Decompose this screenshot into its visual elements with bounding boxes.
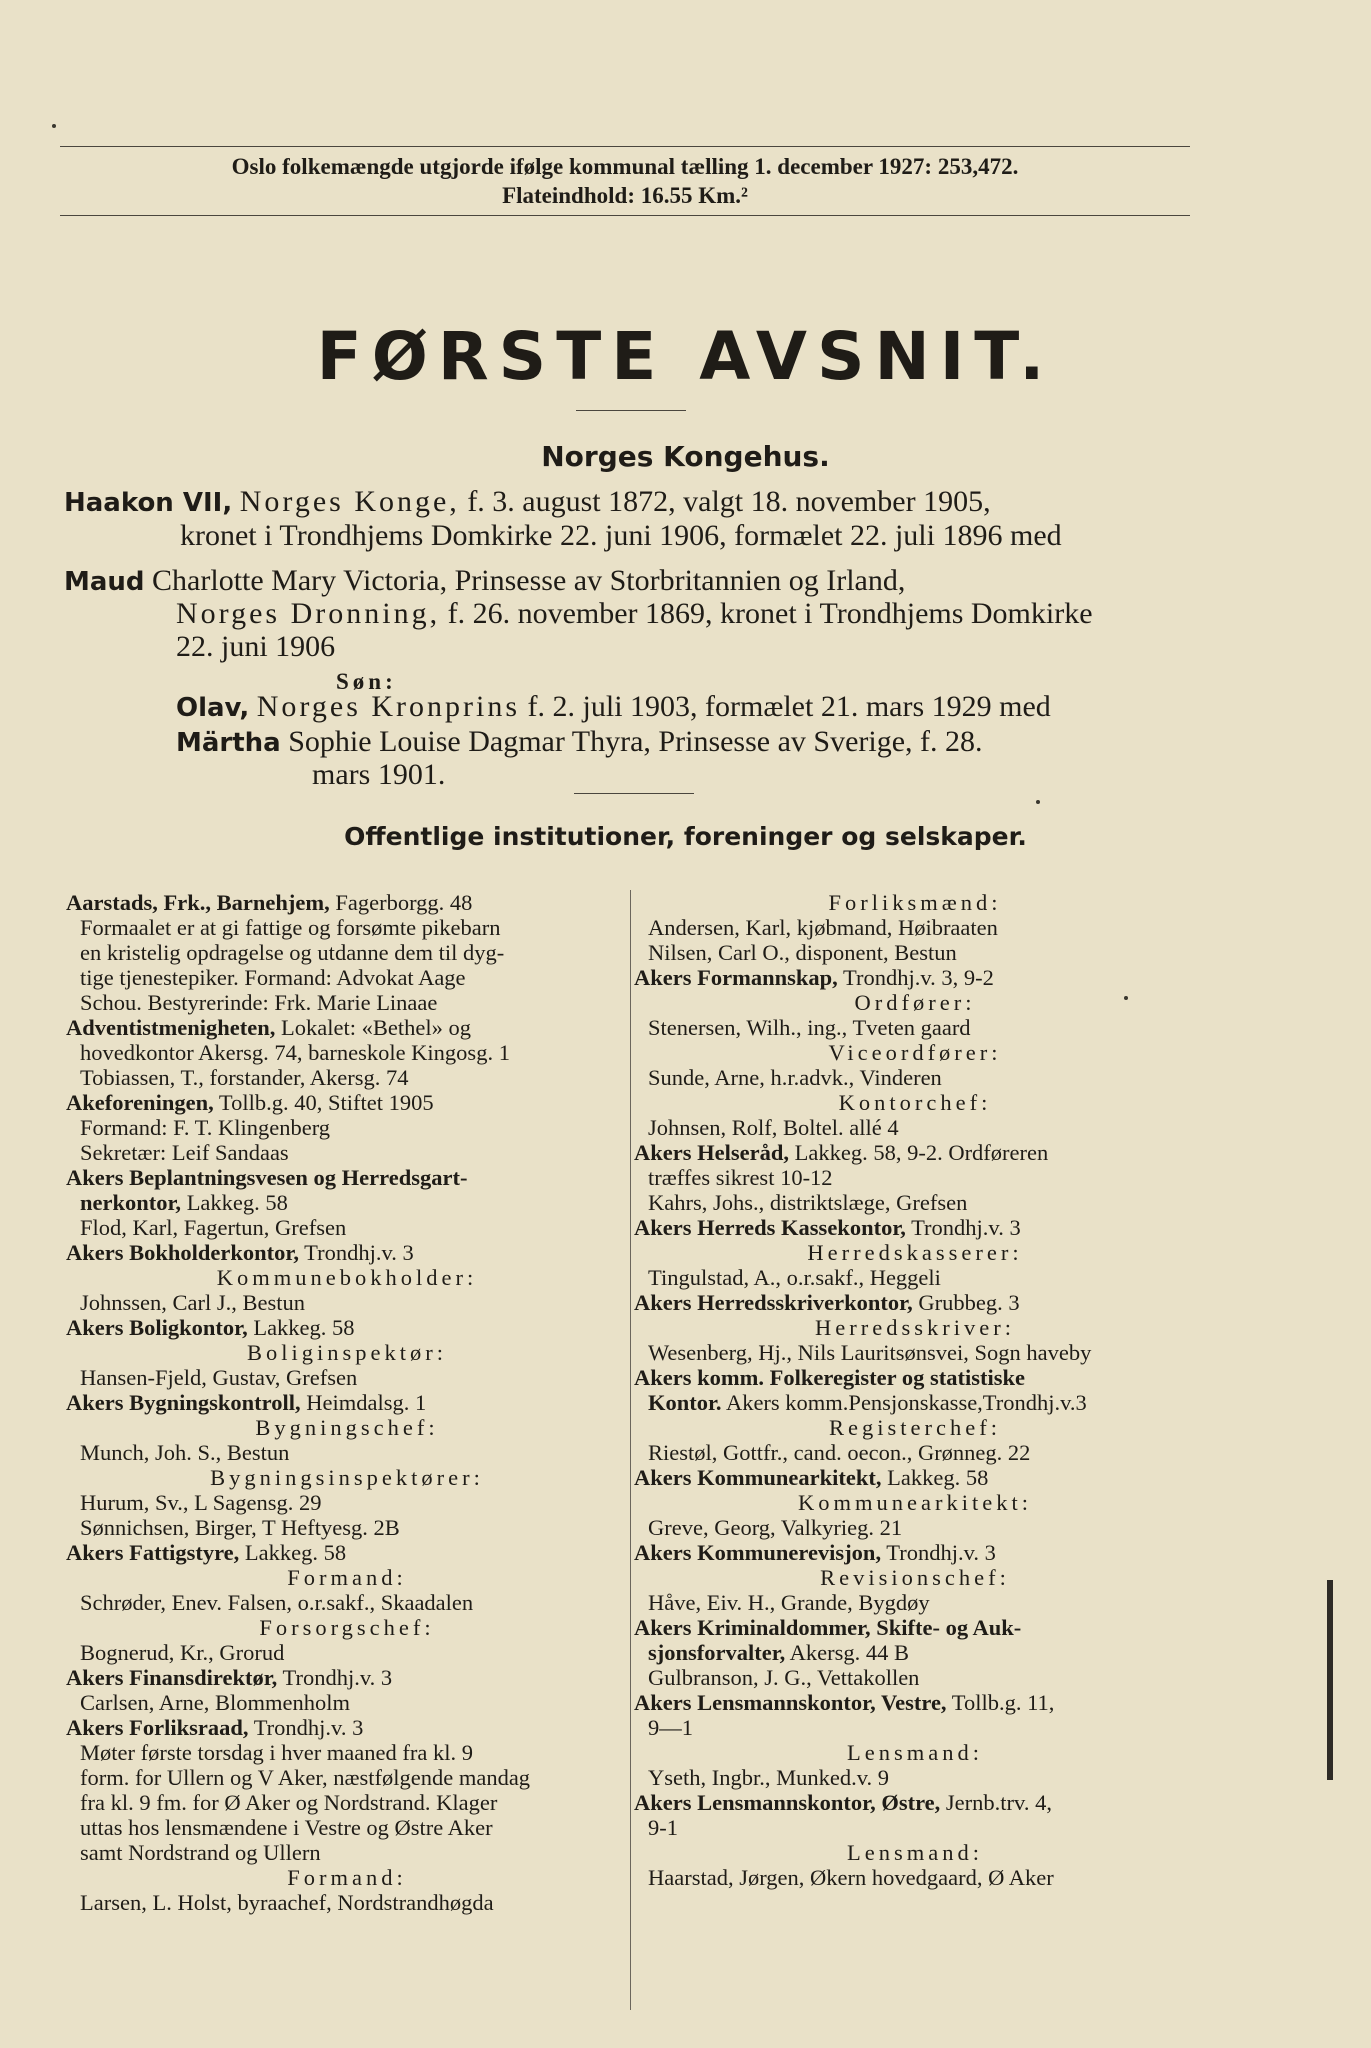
list-item: Aarstads, Frk., Barnehjem, Fagerborgg. 48: [66, 890, 473, 915]
list-item: Akers Bokholderkontor, Trondhj.v. 3: [66, 1240, 414, 1265]
list-item: Akers Fattigstyre, Lakkeg. 58: [66, 1540, 347, 1565]
martha-line2: mars 1901.: [312, 758, 446, 791]
population-note: [60, 152, 1190, 210]
area-line: Flateindhold: 16.55 Km.²: [502, 183, 748, 208]
list-item: Hansen-Fjeld, Gustav, Grefsen: [80, 1365, 358, 1390]
list-item: Håve, Eiv. H., Grande, Bygdøy: [648, 1590, 930, 1615]
list-item: Akers Lensmannskontor, Vestre, Tollb.g. 11,: [634, 1690, 1055, 1715]
column-divider: [630, 890, 631, 2010]
list-item: Hurum, Sv., L Sagensg. 29: [80, 1490, 322, 1515]
list-item: Sønnichsen, Birger, T Heftyesg. 2B: [80, 1515, 400, 1540]
list-item: Andersen, Karl, kjøbmand, Høibraaten: [648, 915, 998, 940]
maud-line3: 22. juni 1906: [176, 630, 336, 663]
role-label: Viceordfører:: [828, 1040, 1002, 1065]
list-item: 9-1: [648, 1815, 678, 1840]
role-label: Registerchef:: [829, 1415, 1001, 1440]
role-label: Kontorchef:: [838, 1090, 992, 1115]
list-item: Schou. Bestyrerinde: Frk. Marie Linaae: [80, 990, 438, 1015]
list-item: Carlsen, Arne, Blommenholm: [80, 1690, 350, 1715]
list-item: Akers Boligkontor, Lakkeg. 58: [66, 1315, 355, 1340]
list-item: Nilsen, Carl O., disponent, Bestun: [648, 940, 957, 965]
kongehus-heading: Norges Kongehus.: [541, 440, 830, 473]
olav-line: Olav, Norges Kronprins f. 2. juli 1903, formælet 21. mars 1929 med: [176, 690, 1051, 723]
population-line: Oslo folkemængde utgjorde ifølge kommunal tælling 1. december 1927: 253,472.: [231, 154, 1019, 179]
list-item: Sekretær: Leif Sandaas: [80, 1140, 289, 1165]
role-label: Lensmand:: [847, 1740, 983, 1765]
role-label: Bygningschef:: [255, 1415, 439, 1440]
list-item: Akers Bygningskontroll, Heimdalsg. 1: [66, 1390, 427, 1415]
royal-family: [64, 485, 1194, 805]
role-label: Revisionschef:: [820, 1565, 1010, 1590]
list-item: Formand: F. T. Klingenberg: [80, 1115, 331, 1140]
list-item: Munch, Joh. S., Bestun: [80, 1440, 290, 1465]
kongehus-rule: [574, 793, 694, 794]
role-label: Forsorgschef:: [259, 1615, 435, 1640]
role-label: Herredskasserer:: [807, 1240, 1023, 1265]
list-item: Tobiassen, T., forstander, Akersg. 74: [80, 1065, 409, 1090]
list-item: Greve, Georg, Valkyrieg. 21: [648, 1515, 903, 1540]
list-item: Akers Kriminaldommer, Skifte- og Auk-: [634, 1615, 1022, 1640]
list-item: Formaalet er at gi fattige og forsømte pikebarn: [80, 915, 501, 940]
institutions-heading: Offentlige institutioner, foreninger og selskaper.: [344, 822, 1027, 851]
list-item: Riestøl, Gottfr., cand. oecon., Grønneg. 22: [648, 1440, 1031, 1465]
list-item: Johnsen, Rolf, Boltel. allé 4: [648, 1115, 899, 1140]
list-item: Akers Helseråd, Lakkeg. 58, 9-2. Ordføreren: [634, 1140, 1049, 1165]
list-item: Sunde, Arne, h.r.advk., Vinderen: [648, 1065, 942, 1090]
son-label: Søn:: [336, 669, 397, 694]
speck: [52, 124, 56, 128]
list-item: Akers Formannskap, Trondhj.v. 3, 9-2: [634, 965, 994, 990]
role-label: Herredsskriver:: [815, 1315, 1015, 1340]
list-item: sjonsforvalter, Akersg. 44 B: [648, 1640, 910, 1665]
right-column: [634, 890, 1196, 1890]
olav-name: Olav,: [176, 693, 250, 723]
list-item: Akers Herredsskriverkontor, Grubbeg. 3: [634, 1290, 1020, 1315]
list-item: Møter første torsdag i hver maaned fra kl. 9: [80, 1740, 473, 1765]
list-item: Larsen, L. Holst, byraachef, Nordstrandhøgda: [80, 1890, 494, 1915]
haakon-line1: Haakon VII, Norges Konge, f. 3. august 1872, valgt 18. november 1905,: [64, 485, 991, 518]
list-item: Stenersen, Wilh., ing., Tveten gaard: [648, 1015, 971, 1040]
section-title: FØRSTE AVSNIT.: [316, 318, 1055, 395]
haakon-name: Haakon VII,: [64, 488, 233, 518]
list-item: samt Nordstrand og Ullern: [80, 1840, 321, 1865]
maud-line2: Norges Dronning, f. 26. november 1869, kronet i Trondhjems Domkirke: [176, 597, 1093, 630]
list-item: Flod, Karl, Fagertun, Grefsen: [80, 1215, 347, 1240]
list-item: tige tjenestepiker. Formand: Advokat Aage: [80, 965, 466, 990]
martha-line1: Märtha Sophie Louise Dagmar Thyra, Prinsesse av Sverige, f. 28.: [176, 725, 983, 758]
list-item: fra kl. 9 fm. for Ø Aker og Nordstrand. Klager: [80, 1790, 498, 1815]
top-rule: [60, 146, 1190, 147]
maud-name: Maud: [64, 567, 145, 597]
role-label: Ordfører:: [854, 990, 976, 1015]
list-item: Kahrs, Johs., distriktslæge, Grefsen: [648, 1190, 968, 1215]
list-item: Johnssen, Carl J., Bestun: [80, 1290, 305, 1315]
list-item: Yseth, Ingbr., Munked.v. 9: [648, 1765, 890, 1790]
page-edge-shadow: [1327, 1580, 1333, 1780]
list-item: træffes sikrest 10-12: [648, 1165, 833, 1190]
role-label: Kommunebokholder:: [216, 1265, 478, 1290]
list-item: Gulbranson, J. G., Vettakollen: [648, 1665, 920, 1690]
role-label: Formand:: [287, 1565, 407, 1590]
list-item: Wesenberg, Hj., Nils Lauritsønsvei, Sogn haveby: [648, 1340, 1092, 1365]
list-item: Akers Forliksraad, Trondhj.v. 3: [66, 1715, 364, 1740]
list-item: Tingulstad, A., o.r.sakf., Heggeli: [648, 1265, 941, 1290]
list-item: Akers komm. Folkeregister og statistiske: [634, 1365, 1025, 1390]
list-item: hovedkontor Akersg. 74, barneskole Kingosg. 1: [80, 1040, 510, 1065]
header-bottom-rule: [60, 215, 1190, 216]
list-item: Akers Kommunearkitekt, Lakkeg. 58: [634, 1465, 989, 1490]
list-item: Akers Finansdirektør, Trondhj.v. 3: [66, 1665, 393, 1690]
role-label: Formand:: [287, 1865, 407, 1890]
list-item: Haarstad, Jørgen, Økern hovedgaard, Ø Aker: [648, 1865, 1054, 1890]
list-item: Adventistmenigheten, Lokalet: «Bethel» og: [66, 1015, 471, 1040]
title-rule: [576, 410, 686, 411]
list-item: Akers Beplantningsvesen og Herredsgart-: [66, 1165, 468, 1190]
list-item: Akers Herreds Kassekontor, Trondhj.v. 3: [634, 1215, 1021, 1240]
list-item: en kristelig opdragelse og utdanne dem til dyg-: [80, 940, 505, 965]
list-item: Akers Kommunerevisjon, Trondhj.v. 3: [634, 1540, 996, 1565]
list-item: Kontor. Akers komm.Pensjonskasse,Trondhj.v.3: [648, 1390, 1087, 1415]
list-item: Akeforeningen, Tollb.g. 40, Stiftet 1905: [66, 1090, 434, 1115]
list-item: form. for Ullern og V Aker, næstfølgende mandag: [80, 1765, 531, 1790]
role-label: Lensmand:: [847, 1840, 983, 1865]
martha-name: Märtha: [176, 728, 281, 758]
role-label: Bygningsinspektører:: [210, 1465, 484, 1490]
role-label: Forliksmænd:: [828, 890, 1002, 915]
list-item: Schrøder, Enev. Falsen, o.r.sakf., Skaadalen: [80, 1590, 474, 1615]
list-item: 9—1: [648, 1715, 693, 1740]
haakon-line2: kronet i Trondhjems Domkirke 22. juni 1906, formælet 22. juli 1896 med: [180, 519, 1062, 552]
list-item: nerkontor, Lakkeg. 58: [80, 1190, 288, 1215]
list-item: Bognerud, Kr., Grorud: [80, 1640, 285, 1665]
list-item: uttas hos lensmændene i Vestre og Østre Aker: [80, 1815, 493, 1840]
role-label: Kommunearkitekt:: [798, 1490, 1032, 1515]
list-item: Akers Lensmannskontor, Østre, Jernb.trv. 4,: [634, 1790, 1052, 1815]
maud-line1: Maud Charlotte Mary Victoria, Prinsesse av Storbritannien og Irland,: [64, 564, 906, 597]
left-column: [66, 890, 628, 1915]
role-label: Boliginspektør:: [247, 1340, 447, 1365]
